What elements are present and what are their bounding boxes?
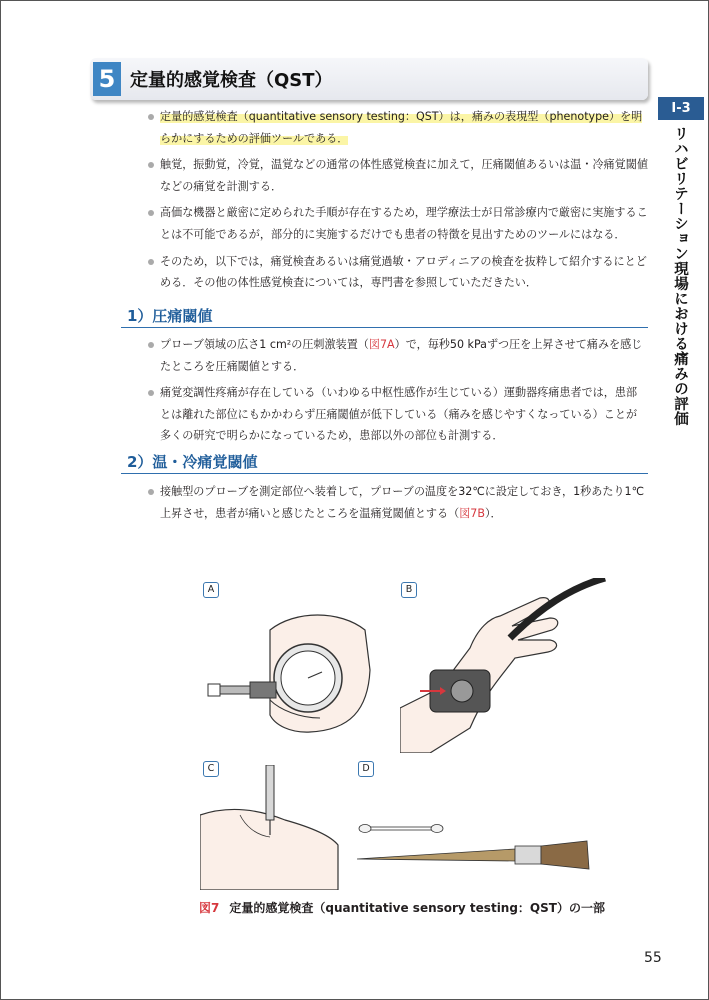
figure-label-c: C [203,761,219,777]
pinprick-illustration [200,765,340,890]
bullet-dot-icon [148,114,154,120]
thermal-probe-illustration [400,578,610,753]
bullet-item [148,154,648,197]
bullet-item [148,382,648,447]
bullet-item [148,202,648,245]
figure-reference-link[interactable]: 図7A [368,338,395,351]
pressure-algometer-illustration [200,600,380,740]
bullet-text: 接触型のプローブを測定部位へ装着して，プローブの温度を32℃に設定しておき，1秒あたり1℃上昇させ，患者が痛いと感じたところを温痛覚閾値とする（ [160,485,645,520]
bullet-text: プローブ領域の広さ1 cm²の圧刺激装置（ [160,338,369,351]
bullet-text: そのため，以下では，痛覚検査あるいは痛覚過敏・アロディニアの検査を抜粋して紹介するにとどめる．その他の体性感覚検査については，専門書を参照していただきたい． [160,254,647,290]
bullet-dot-icon [148,390,154,396]
figure-caption [199,899,605,916]
section-title: 定量的感覚検査（QST） [130,70,333,91]
cotton-swab-brush-illustration [355,815,595,875]
chapter-title-vertical: リハビリテーション現場における痛みの評価 [672,126,688,426]
bullet-dot-icon [148,162,154,168]
bullet-text: 痛覚変調性疼痛が存在している（いわゆる中枢性感作が生じている）運動器疼痛患者では，患部とは離れた部位にもかかわらず圧痛閾値が低下している（痛みを感じやすくなっている）ことが多くの研究で明らかになっているため，患部以外の部位も計測する． [160,386,638,443]
bullet-text: 高価な機器と厳密に定められた手順が存在するため，理学療法士が日常診療内で厳密に実施することは不可能であるが，部分的に実施するだけでも患者の特徴を見出すためのツールにはなる． [160,206,648,241]
section-number: 5 [93,62,121,96]
bullet-item [148,251,648,294]
bullet-text: ）で，毎秒50 kPaずつ圧を上昇させて痛みを感じたところを圧痛閾値とする． [160,338,643,373]
pressure-bullet-list [148,334,648,452]
subsection-rule [121,327,648,328]
bullet-text: ）． [484,506,502,520]
figure-label-d: D [358,761,374,777]
bullet-dot-icon [148,489,154,495]
page-number: 55 [644,950,662,966]
figure-caption-number: 図7 [199,901,220,915]
chapter-tab: I-3 [658,97,704,120]
subsection-title-pressure: 1）圧痛閾値 [127,307,213,325]
intro-bullet-list [148,106,648,299]
bullet-dot-icon [148,259,154,265]
highlighted-text: 定量的感覚検査（quantitative sensory testing：QST）は，痛みの表現型（phenotype）を明らかにするための評価ツールである． [160,110,643,145]
subsection-rule [121,473,648,474]
figure-reference-link[interactable]: 図7B [459,506,485,520]
thermal-bullet-list [148,481,648,529]
figure-label-a: A [203,582,219,598]
bullet-item [148,481,648,524]
bullet-text: 触覚，振動覚，冷覚，温覚などの通常の体性感覚検査に加えて，圧痛閾値あるいは温・冷痛覚閾値などの痛覚を計測する． [160,158,648,193]
bullet-dot-icon [148,210,154,216]
bullet-dot-icon [148,342,154,348]
subsection-title-thermal: 2）温・冷痛覚閾値 [127,453,258,471]
bullet-item [148,106,648,149]
bullet-item [148,334,648,377]
figure-label-b: B [401,582,417,598]
figure-caption-text: 定量的感覚検査（quantitative sensory testing：QST）の一部 [229,901,605,915]
